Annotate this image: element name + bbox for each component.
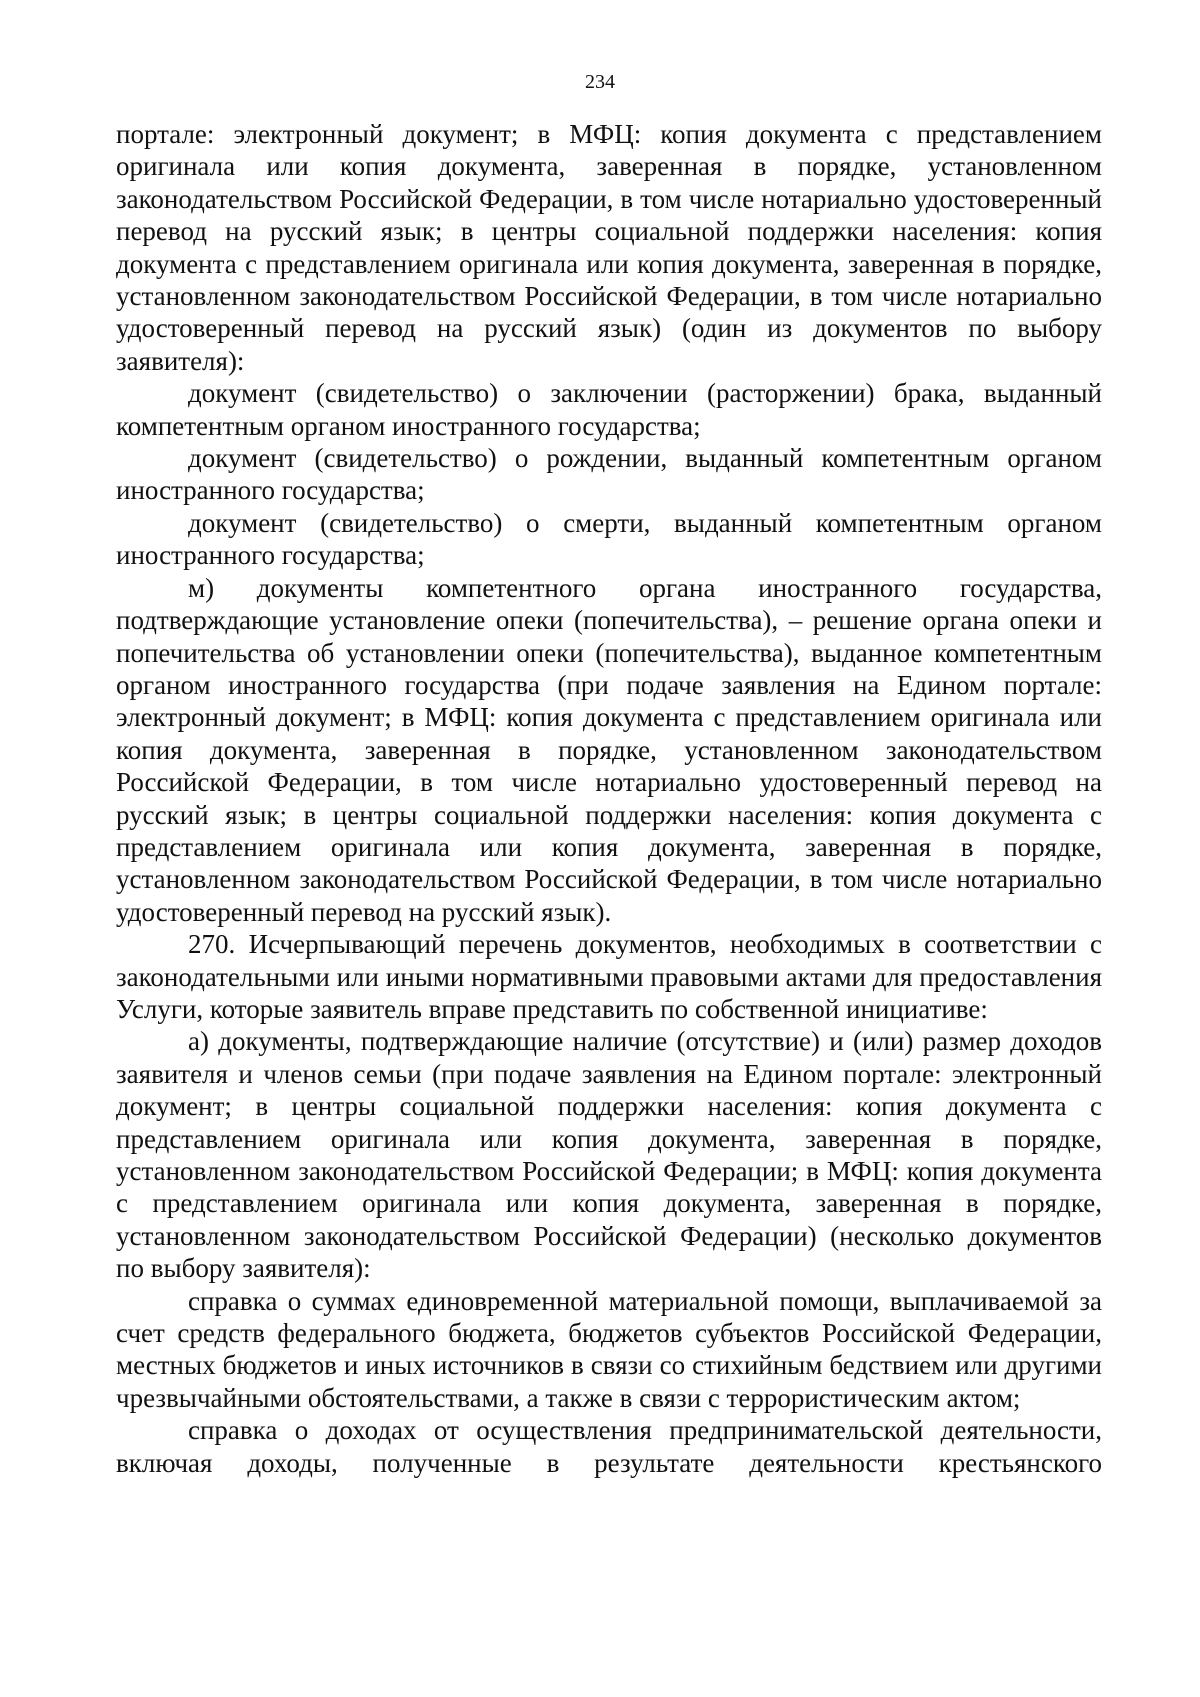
paragraph-material-assistance: справка о суммах единовременной материальной помощи, выплачиваемой за счет средств федерального бюджета, бюджетов субъектов Российской Федерации, местных бюджетов и иных источников в связи со стихийным бедствием или другими чрезвычайными обстоятельствами, а также в связи с террористическим актом; xyxy=(116,1285,1102,1413)
paragraph-continuation: портале: электронный документ; в МФЦ: копия документа с представлением оригинала или копия документа, заверенная в порядке, установленном законодательством Российской Федерации, в том числе нотариально удостоверенный перевод на русский язык; в центры социальной поддержки населения: копия документа с представлением оригинала или копия документа, заверенная в порядке, установленном законодательством Российской Федерации, в том числе нотариально удостоверенный перевод на русский язык) (один из документов по выбору заявителя): xyxy=(116,119,1102,376)
paragraph-marriage-certificate: документ (свидетельство) о заключении (расторжении) брака, выданный компетентным органом иностранного государства; xyxy=(116,378,1102,441)
paragraph-birth-certificate: документ (свидетельство) о рождении, выданный компетентным органом иностранного государства; xyxy=(116,443,1102,506)
paragraph-guardianship-documents: м) документы компетентного органа иностранного государства, подтверждающие установление опеки (попечительства), – решение органа опеки и попечительства об установлении опеки (попечительства), выданное компетентным органом иностранного государства (при подаче заявления на Едином портале: электронный документ; в МФЦ: копия документа с представлением оригинала или копия документа, заверенная в порядке, установленном законодательством Российской Федерации, в том числе нотариально удостоверенный перевод на русский язык; в центры социальной поддержки населения: копия документа с представлением оригинала или копия документа, заверенная в порядке, установленном законодательством Российской Федерации, в том числе нотариально удостоверенный перевод на русский язык). xyxy=(116,572,1102,927)
document-body xyxy=(116,118,1102,1479)
paragraph-income-documents: а) документы, подтверждающие наличие (отсутствие) и (или) размер доходов заявителя и членов семьи (при подаче заявления на Едином портале: электронный документ; в центры социальной поддержки населения: копия документа с представлением оригинала или копия документа, заверенная в порядке, установленном законодательством Российской Федерации; в МФЦ: копия документа с представлением оригинала или копия документа, заверенная в порядке, установленном законодательством Российской Федерации) (несколько документов по выбору заявителя): xyxy=(116,1026,1102,1284)
paragraph-entrepreneur-income: справка о доходах от осуществления предпринимательской деятельности, включая доходы, полученные в результате деятельности крестьянского xyxy=(116,1415,1102,1478)
paragraph-death-certificate: документ (свидетельство) о смерти, выданный компетентным органом иностранного государства; xyxy=(116,507,1102,571)
page-number: 234 xyxy=(585,71,615,93)
paragraph-section-270: 270. Исчерпывающий перечень документов, необходимых в соответствии с законодательными или иными нормативными правовыми актами для предоставления Услуги, которые заявитель вправе представить по собственной инициативе: xyxy=(116,929,1102,1024)
